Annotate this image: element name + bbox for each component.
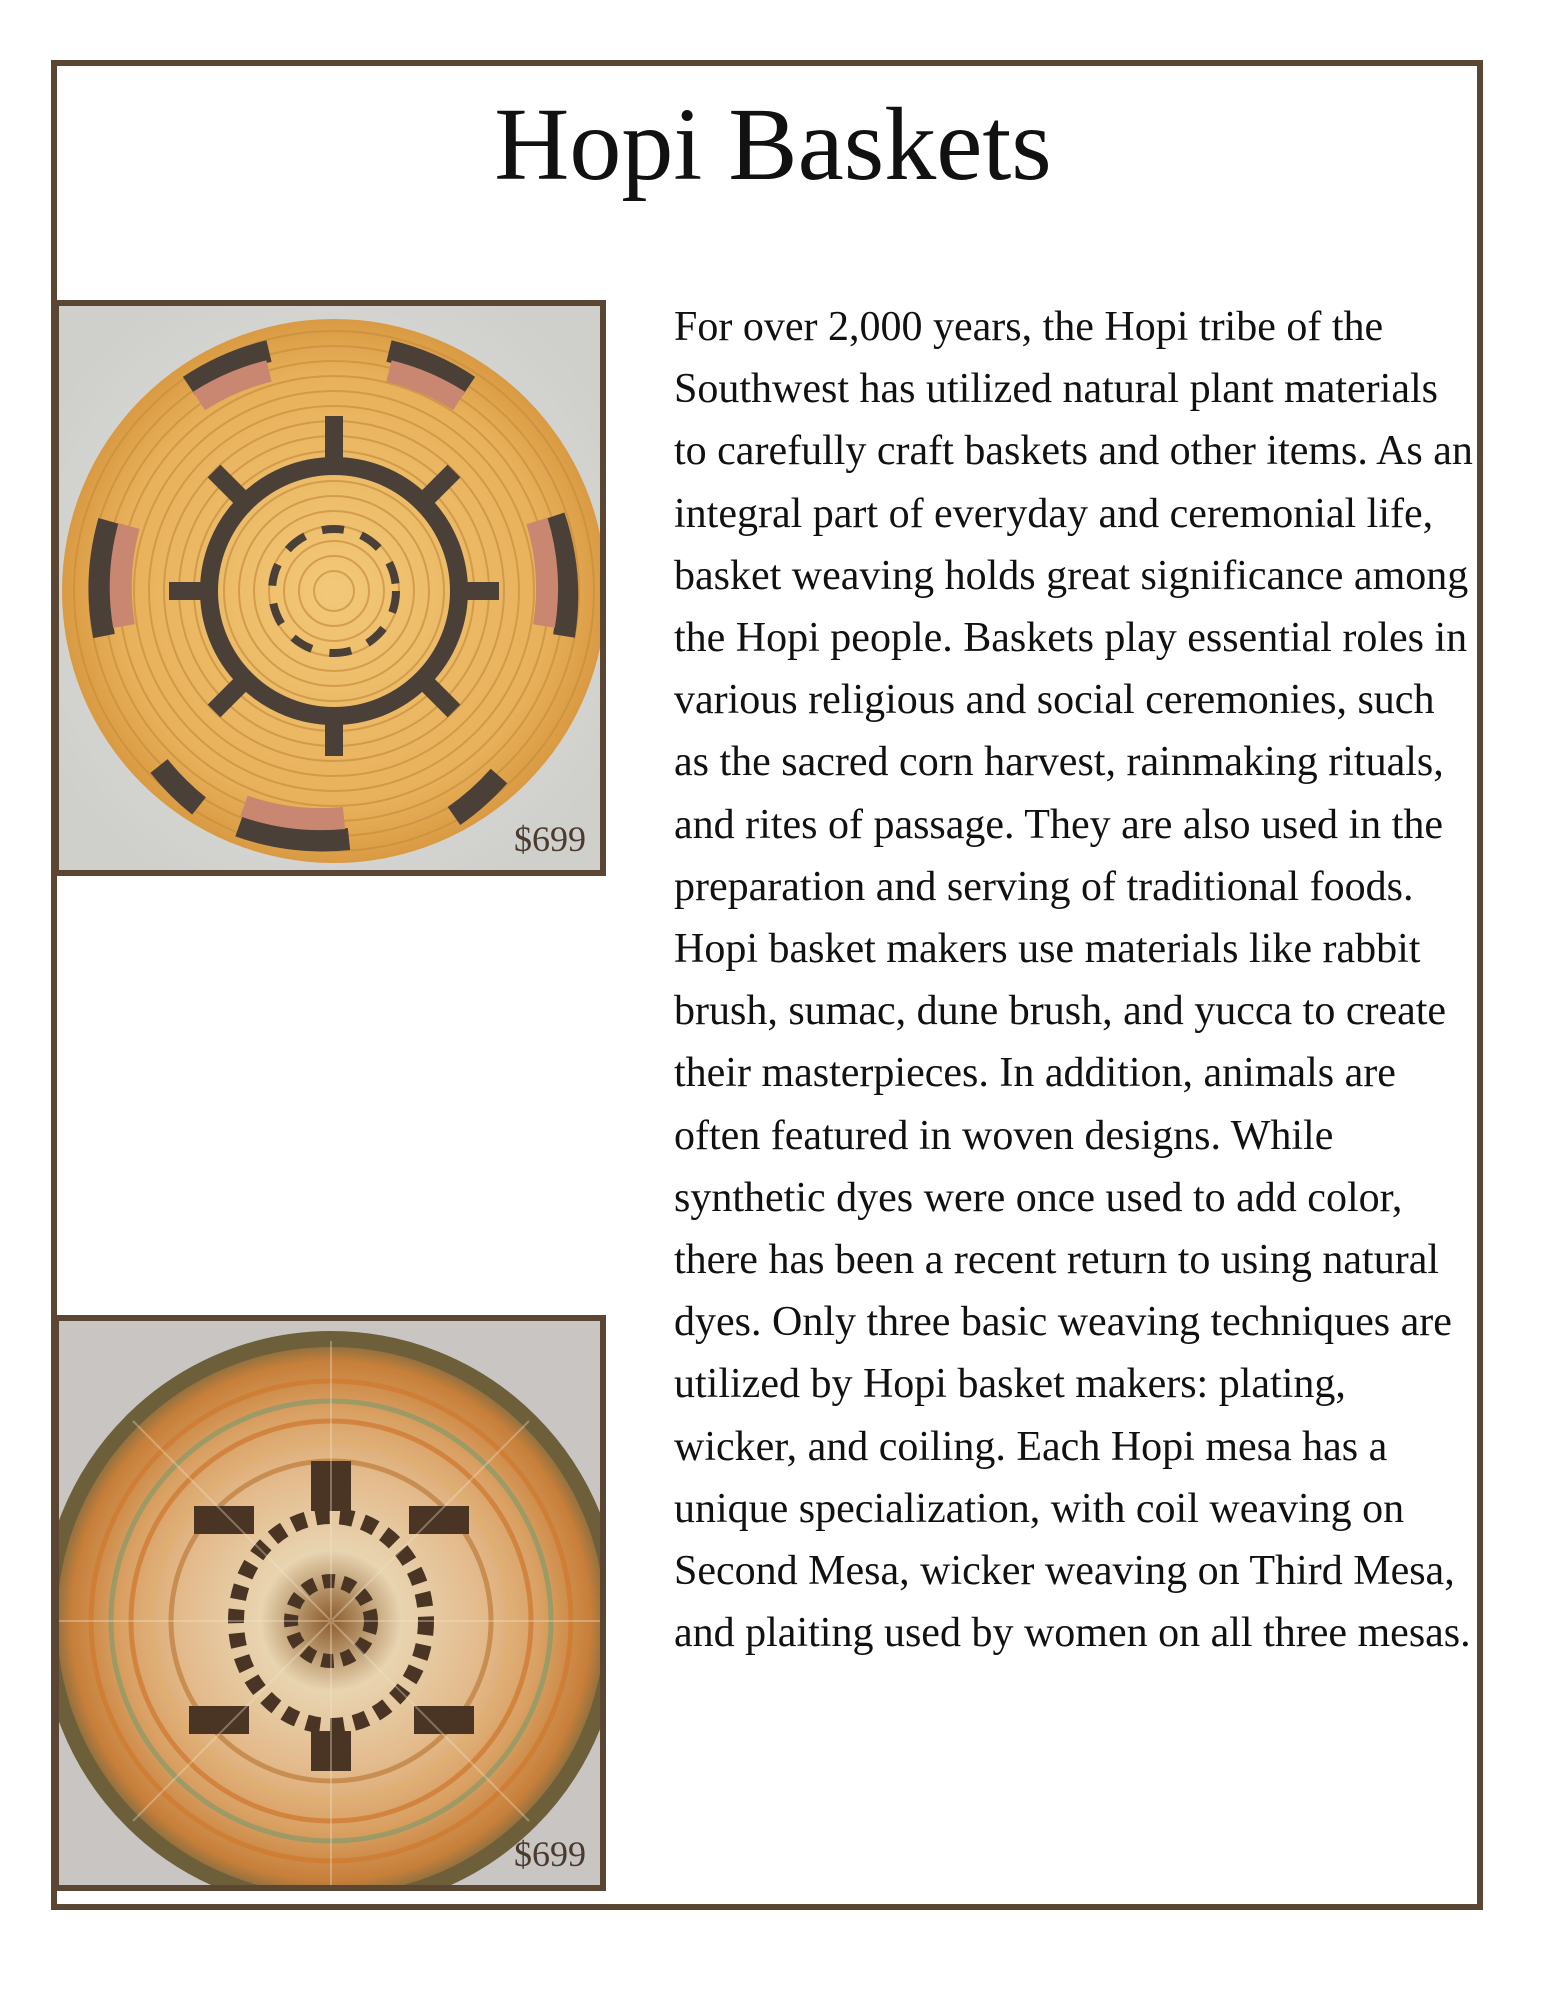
price-label: $699 <box>514 819 586 859</box>
price-label: $699 <box>514 1834 586 1874</box>
page-title: Hopi Baskets <box>494 87 1052 202</box>
basket-photo-wicker <box>53 1315 606 1891</box>
article-body: For over 2,000 years, the Hopi tribe of the Southwest has utilized natural plant materials to carefully craft baskets and other items. As an integral part of everyday and ceremonial life, basket weaving holds great significance among the Hopi people. Baskets play essential roles in various religious and social ceremonies, such as the sacred corn harvest, rainmaking rituals, and rites of passage. They are also used in the preparation and serving of traditional foods. Hopi basket makers use materials like rabbit brush, sumac, dune brush, and yucca to create their masterpieces. In addition, animals are often featured in woven designs. While synthetic dyes were once used to add color, there has been a recent return to using natural dyes. Only three basic weaving techniques are utilized by Hopi basket makers: plating, wicker, and coiling. Each Hopi mesa has a unique specialization, with coil weaving on Second Mesa, wicker weaving on Third Mesa, and plaiting used by women on all three mesas. <box>674 304 1473 1657</box>
basket-photo-coiled <box>53 300 606 876</box>
wicker-basket-image <box>59 1321 600 1885</box>
coiled-basket-image <box>59 306 600 870</box>
